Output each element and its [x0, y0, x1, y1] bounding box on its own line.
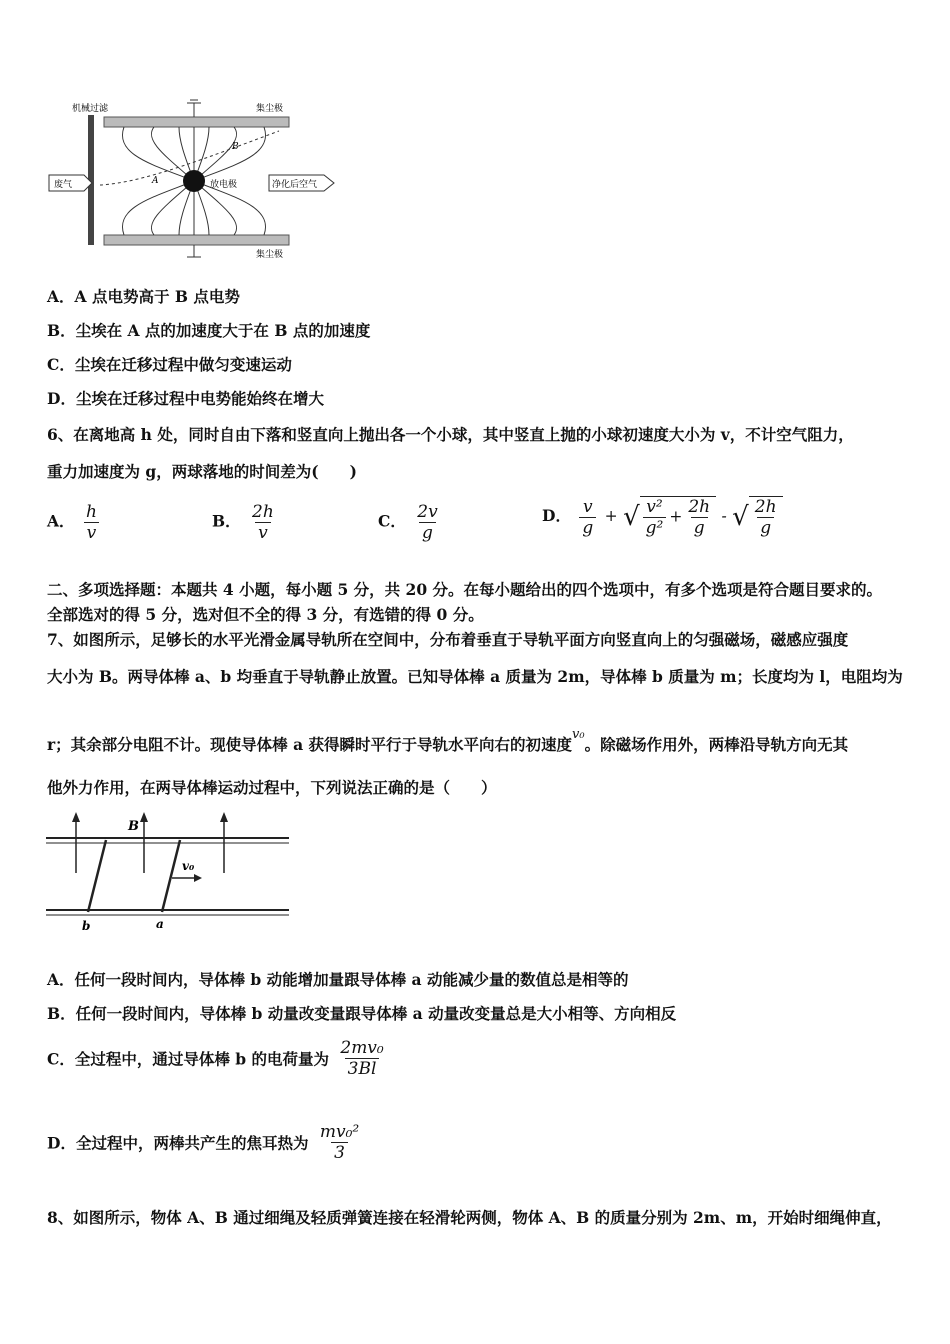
label-discharge: 放电极 — [210, 180, 238, 190]
q6-option-a: A． $\frac{h}{v}$ — [47, 502, 103, 543]
label-rod-a: a — [156, 917, 164, 931]
label-clean-air: 净化后空气 — [272, 180, 318, 190]
label-point-a: A — [152, 176, 159, 186]
q8-stem-line1: 8、如图所示，物体 A、B 通过细绳及轻质弹簧连接在轻滑轮两侧，物体 A、B 的质量分别为 2m、m，开始时细绳伸直， — [47, 1208, 892, 1227]
label-point-b: B — [232, 142, 239, 152]
q6-stem-line1: 6、在离地高 h 处，同时自由下落和竖直向上抛出各一个小球，其中竖直上抛的小球初速度大小为 v，不计空气阻力， — [47, 425, 854, 444]
label-velocity: v₀ — [182, 859, 195, 873]
q5-option-c: C．尘埃在迁移过程中做匀变速运动 — [47, 355, 292, 374]
label-collector-top: 集尘极 — [256, 104, 284, 114]
q7-option-d: D．全过程中，两棒共产生的焦耳热为 $\frac{\text{mv₀²}}{3}$ — [47, 1122, 360, 1163]
q5-option-a: A．A 点电势高于 B 点电势 — [47, 287, 240, 306]
q5-option-d: D．尘埃在迁移过程中电势能始终在增大 — [47, 389, 324, 408]
q7-stem-line2: 大小为 B。两导体棒 a、b 均垂直于导轨静止放置。已知导体棒 a 质量为 2m，导体棒 b 质量为 m；长度均为 l，电阻均为 — [47, 667, 903, 686]
q6-option-b: B． $\frac{2h}{v}$ — [212, 502, 274, 543]
figure-precipitator — [44, 95, 344, 265]
q5-option-b: B．尘埃在 A 点的加速度大于在 B 点的加速度 — [47, 321, 371, 340]
q6-option-c: C． $\frac{2v}{g}$ — [378, 502, 438, 543]
q7-stem-line4: 他外力作用，在两导体棒运动过程中，下列说法正确的是（ ） — [47, 778, 497, 797]
label-field-b: B — [128, 819, 139, 834]
q7-option-a: A．任何一段时间内，导体棒 b 动能增加量跟导体棒 a 动能减少量的数值总是相等的 — [47, 970, 629, 989]
q7-stem-line3: r；其余部分电阻不计。现使导体棒 a 获得瞬时平行于导轨水平向右的初速度$^{v_0}$。除磁场作用外，两棒沿导轨方向无其 — [47, 727, 849, 754]
figure-rails — [44, 808, 294, 938]
q6-option-d: D． $\frac{v}{g}$ + √ $\frac{\text{v²}}{\text{g²}}$ + $\frac{2h}{g}$ - √ $\frac{2h}{g}$ — [542, 496, 783, 538]
label-rod-b: b — [82, 919, 91, 933]
q7-stem-line1: 7、如图所示，足够长的水平光滑金属导轨所在空间中，分布着垂直于导轨平面方向竖直向上的匀强磁场，磁感应强度 — [47, 630, 849, 649]
label-collector-bottom: 集尘极 — [256, 250, 284, 260]
section2-heading-line1: 二、多项选择题：本题共 4 小题，每小题 5 分，共 20 分。在每小题给出的四个选项中，有多个选项是符合题目要求的。 — [47, 580, 883, 599]
section2-heading-line2: 全部选对的得 5 分，选对但不全的得 3 分，有选错的得 0 分。 — [47, 605, 484, 624]
q6-stem-line2: 重力加速度为 g，两球落地的时间差为( ) — [47, 462, 357, 481]
label-filter: 机械过滤 — [72, 104, 109, 114]
q7-option-c: C．全过程中，通过导体棒 b 的电荷量为 $\frac{\text{2mv₀}}{3Bl}$ — [47, 1038, 384, 1079]
q7-option-b: B．任何一段时间内，导体棒 b 动量改变量跟导体棒 a 动量改变量总是大小相等、方向相反 — [47, 1004, 677, 1023]
label-waste-gas: 废气 — [54, 180, 73, 190]
